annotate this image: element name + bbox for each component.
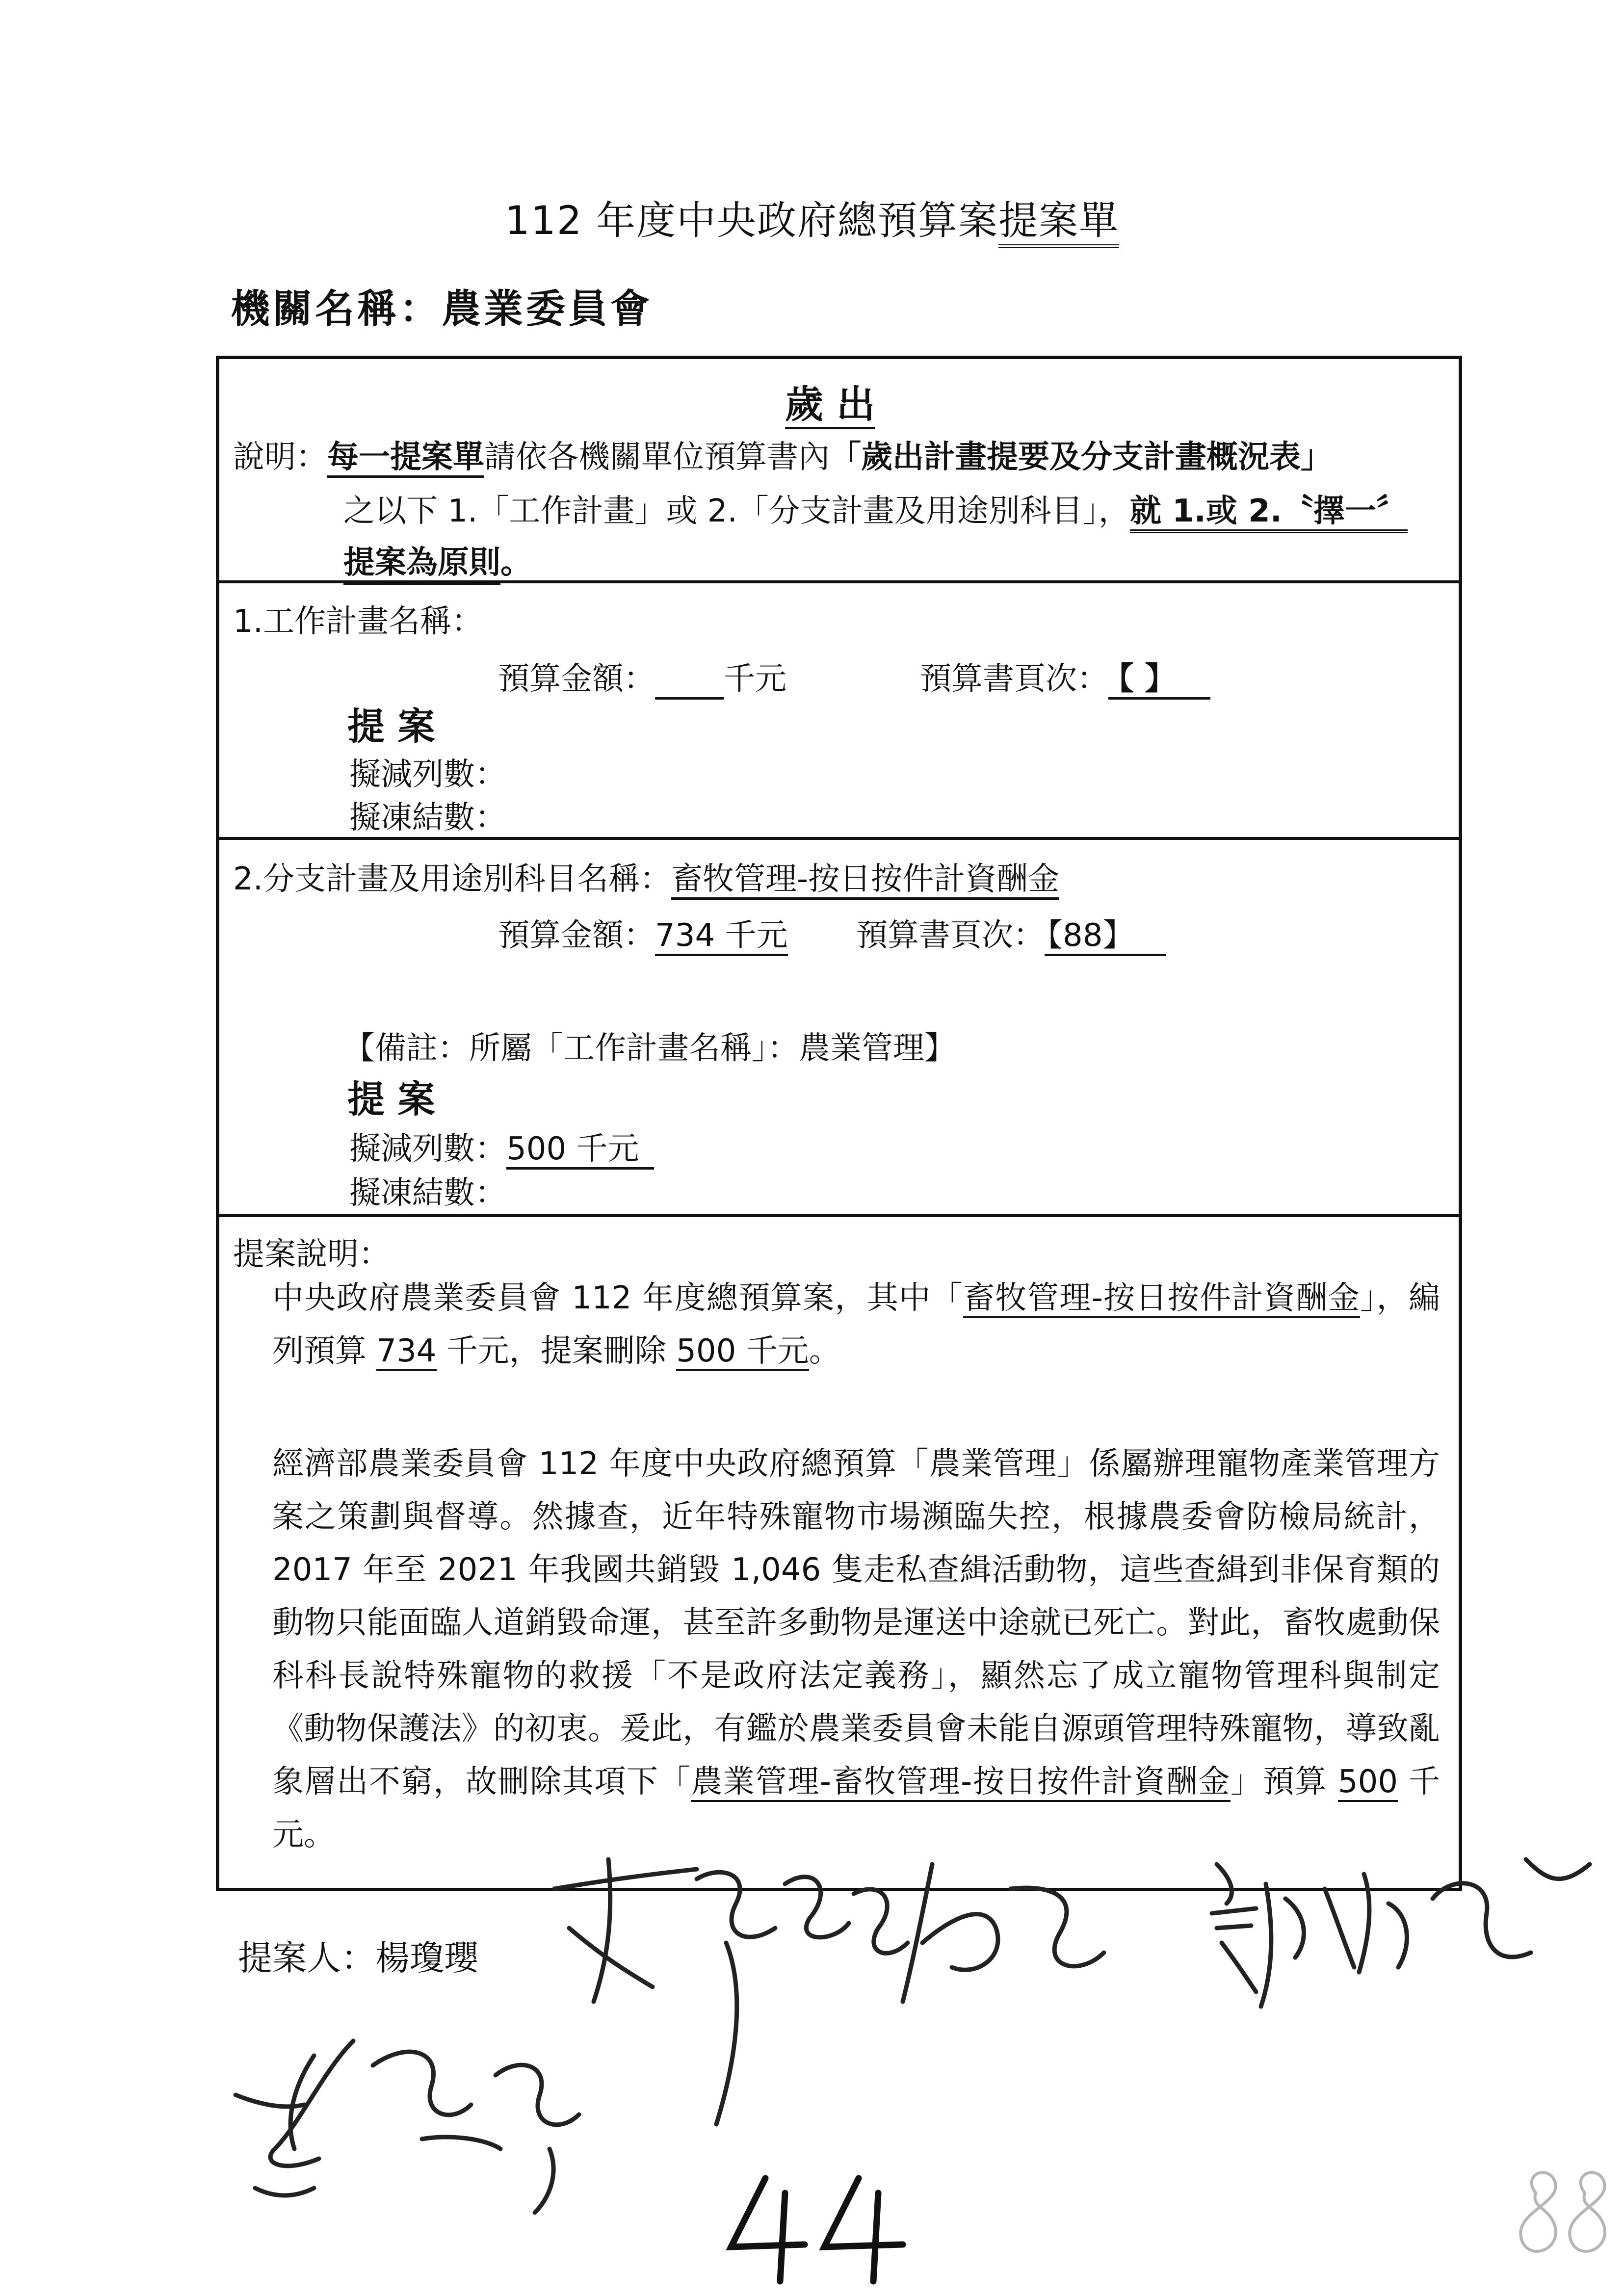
sub-plan-proposal-heading: 提 案: [347, 1077, 435, 1121]
handwritten-number: [731, 2178, 903, 2281]
proposer-name: 楊瓊瓔: [375, 1938, 478, 1978]
work-plan-budget: 預算金額： 千元: [498, 653, 786, 700]
sub-plan-remark: 【備註：所屬「工作計畫名稱」：農業管理】: [343, 1030, 956, 1067]
work-plan-page: 預算書頁次： 【 】: [920, 653, 1210, 699]
title-suffix: 提案單: [998, 198, 1119, 248]
note-label: 說明：: [233, 439, 327, 475]
title-prefix: 112 年度中央政府總預算案: [504, 198, 999, 243]
work-plan-reduce: 擬減列數：: [349, 757, 506, 793]
agency-name: 農業委員會: [442, 286, 653, 332]
explanation-paragraph-2: 經濟部農業委員會 112 年度中央政府總預算「農業管理」係屬辦理寵物產業管理方案之策劃與督導。然據查，近年特殊寵物市場瀕臨失控，根據農委會防檢局統計，2017 年至 2021 年我國共銷毀 1,046 隻走私查緝活動物，這些查緝到非保育類的動物只能面臨人道銷毀命運，甚至許多動物是運送中途就已死亡。對此，畜牧處動保科科長說特殊寵物的救援「不是政府法定義務」，顯然忘了成立寵物管理科與制定《動物保護法》的初衷。爰此，有鑑於農業委員會未能自源頭管理特殊寵物，導致亂象層出不窮，故刪除其項下「農業管理-畜牧管理-按日按件計資酬金」預算 500 千元。: [272, 1446, 1441, 1853]
note-line-1: 說明：每一提案單請依各機關單位預算書內「歲出計畫提要及分支計畫概況表」: [233, 432, 1332, 477]
work-plan-label: 1.工作計畫名稱：: [233, 603, 483, 640]
note-line-2: 之以下 1.「工作計畫」或 2.「分支計畫及用途別科目」，就 1.或 2.〝擇一〞: [343, 486, 1408, 531]
sub-plan-page: 預算書頁次：【88】: [856, 910, 1166, 955]
signature-1: [554, 1859, 1104, 2124]
proposer-line: 提案人：楊瓊瓔: [238, 1938, 478, 1978]
sub-plan-reduce: 擬減列數：500 千元: [349, 1123, 654, 1169]
work-plan-freeze: 擬凍結數：: [349, 800, 506, 836]
signature-2: [1212, 1859, 1590, 2007]
sub-plan-budget: 預算金額：734 千元: [498, 910, 788, 955]
signature-3: [236, 2041, 579, 2213]
sub-plan-name: 畜牧管理-按日按件計資酬金: [671, 861, 1059, 900]
handwritten-page-number: [1520, 2172, 1605, 2251]
work-plan-proposal-heading: 提 案: [347, 704, 435, 748]
agency-label: 機關名稱：: [231, 286, 442, 332]
explanation-paragraph-1: 中央政府農業委員會 112 年度總預算案，其中「畜牧管理-按日按件計資酬金」，編列預算 734 千元，提案刪除 500 千元。: [272, 1272, 1440, 1378]
sub-plan-freeze: 擬凍結數：: [349, 1175, 506, 1211]
note-line-3: 提案為原則。: [343, 537, 532, 582]
explanation-label: 提案說明：: [233, 1236, 390, 1273]
section-title: 歲 出: [785, 374, 875, 429]
sub-plan-label-line: 2.分支計畫及用途別科目名稱：畜牧管理-按日按件計資酬金: [233, 854, 1059, 899]
